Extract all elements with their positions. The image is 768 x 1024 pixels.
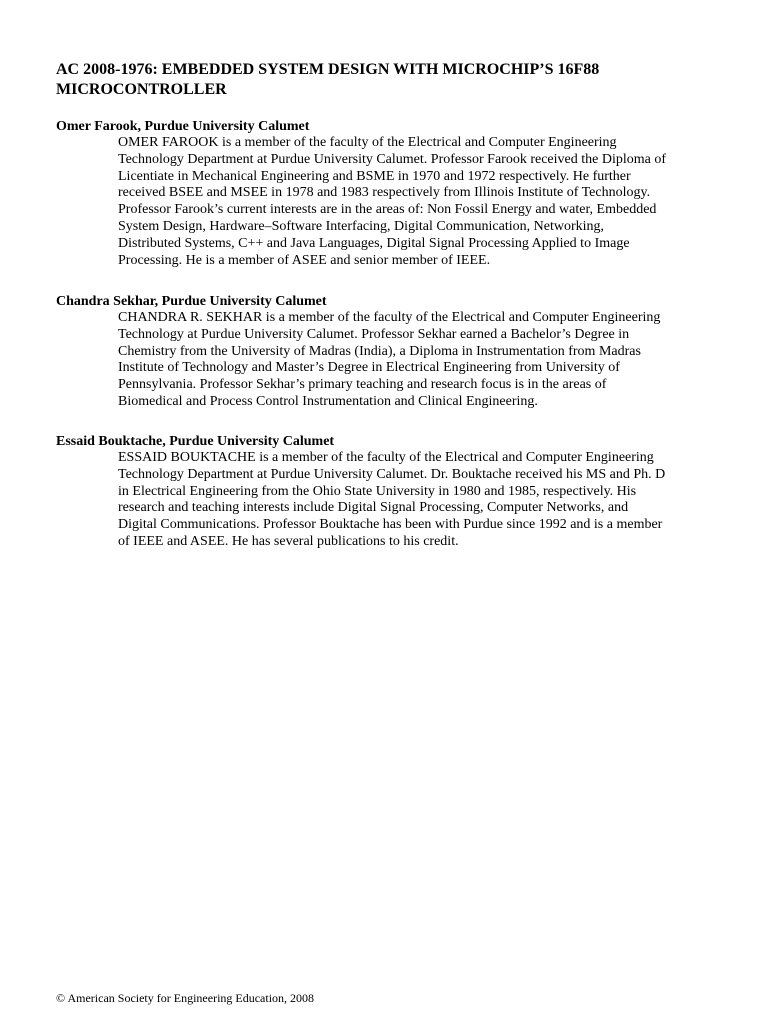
bio-line: Professor Farook’s current interests are in the areas of: Non Fossil Energy and water, Embedded: [118, 202, 657, 218]
bio-line: in Electrical Engineering from the Ohio State University in 1980 and 1985, respectively. His: [118, 483, 637, 499]
bio-line: CHANDRA R. SEKHAR is a member of the faculty of the Electrical and Computer Engineering: [118, 310, 661, 325]
bio-line: Distributed Systems, C++ and Java Languages, Digital Signal Processing Applied to Image: [118, 235, 630, 251]
copyright-footer: © American Society for Engineering Education, 2008: [56, 991, 315, 1005]
author-bio: [118, 135, 728, 269]
bio-line: of IEEE and ASEE. He has several publications to his credit.: [118, 533, 459, 549]
bio-line: Institute of Technology and Master’s Degree in Electrical Engineering from University of: [118, 360, 620, 376]
paper-title-line-2: MICROCONTROLLER: [56, 81, 227, 98]
bio-line: Technology at Purdue University Calumet. Professor Sekhar earned a Bachelor’s Degree in: [118, 326, 630, 342]
author-bio: [118, 450, 728, 551]
author-heading: Omer Farook, Purdue University Calumet: [56, 119, 310, 134]
bio-line: Processing. He is a member of ASEE and senior member of IEEE.: [118, 252, 491, 268]
author-section-bouktache: [56, 433, 728, 551]
bio-line: Technology Department at Purdue University Calumet. Dr. Bouktache received his MS and Ph. D: [118, 466, 666, 482]
bio-line: System Design, Hardware–Software Interfacing, Digital Communication, Networking,: [118, 218, 604, 234]
bio-line: Digital Communications. Professor Bouktache has been with Purdue since 1992 and is a member: [118, 517, 663, 533]
bio-line: Pennsylvania. Professor Sekhar’s primary teaching and research focus is in the areas of: [118, 377, 607, 393]
author-section-farook: [56, 118, 728, 269]
bio-line: Biomedical and Process Control Instrumentation and Clinical Engineering.: [118, 393, 538, 409]
paper-title: [56, 60, 736, 100]
bio-line: OMER FAROOK is a member of the faculty of the Electrical and Computer Engineering: [118, 135, 617, 150]
bio-line: Licentiate in Mechanical Engineering and BSME in 1970 and 1972 respectively. He further: [118, 168, 631, 184]
author-heading: Essaid Bouktache, Purdue University Calumet: [56, 434, 335, 449]
author-bio: [118, 310, 728, 411]
bio-line: received BSEE and MSEE in 1978 and 1983 respectively from Illinois Institute of Technology.: [118, 185, 651, 201]
bio-line: research and teaching interests include Digital Signal Processing, Computer Networks, and: [118, 500, 629, 516]
bio-line: Chemistry from the University of Madras (India), a Diploma in Instrumentation from Madras: [118, 343, 641, 359]
paper-title-line-1: AC 2008-1976: EMBEDDED SYSTEM DESIGN WITH MICROCHIP’S 16F88: [56, 61, 600, 78]
author-heading: Chandra Sekhar, Purdue University Calumet: [56, 294, 327, 309]
bio-line: Technology Department at Purdue University Calumet. Professor Farook received the Diploma of: [118, 151, 666, 167]
author-section-sekhar: [56, 293, 728, 411]
bio-line: ESSAID BOUKTACHE is a member of the faculty of the Electrical and Computer Engineering: [118, 450, 654, 465]
